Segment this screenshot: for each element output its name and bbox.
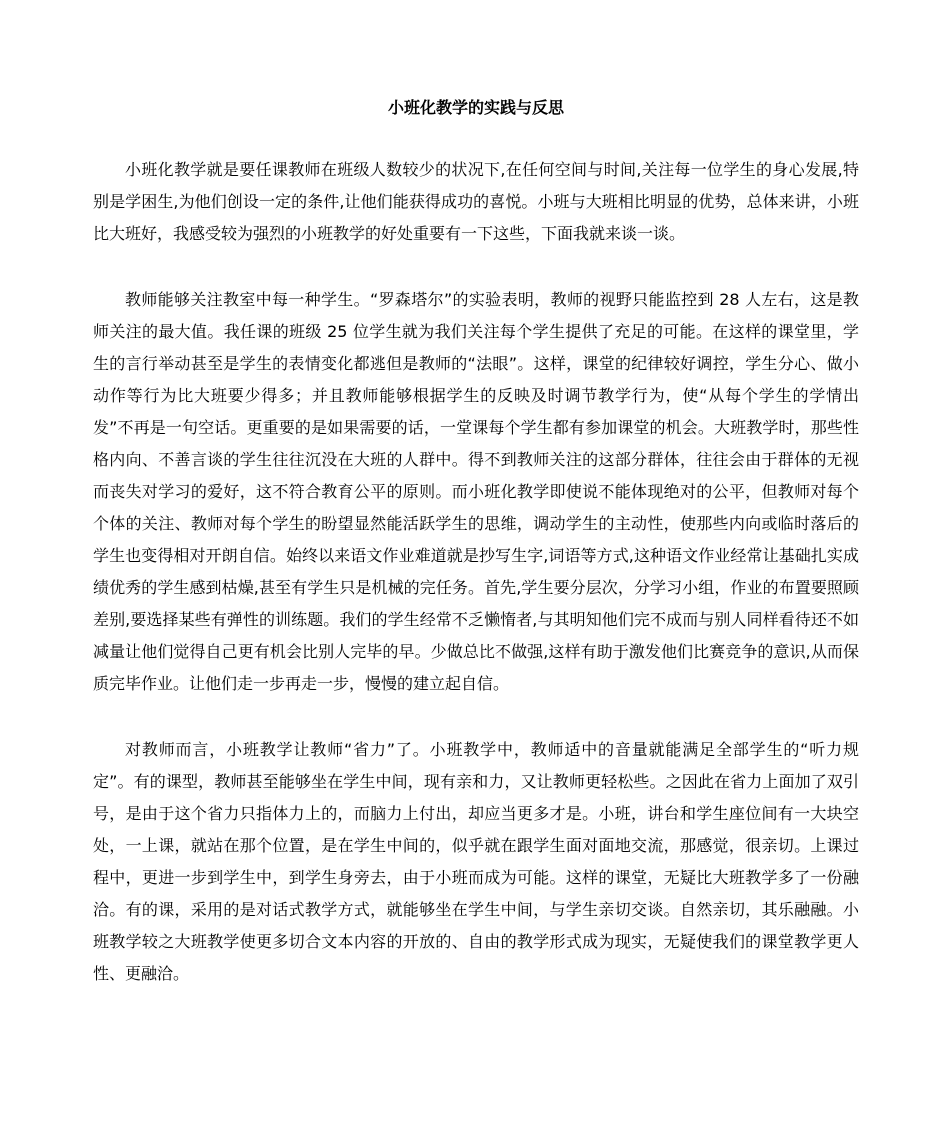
document-page bbox=[93, 0, 859, 990]
paragraph-intro: 小班化教学就是要任课教师在班级人数较少的状况下,在任何空间与时间,关注每一位学生的身心发展,特别是学困生,为他们创设一定的条件,让他们能获得成功的喜悦。小班与大班相比明显的优势，总体来讲，小班比大班好，我感受较为强烈的小班教学的好处重要有一下这些，下面我就来谈一谈。 bbox=[93, 160, 859, 243]
paragraph-attention: 教师能够关注教室中每一种学生。“罗森塔尔”的实验表明，教师的视野只能监控到 28 人左右，这是教师关注的最大值。我任课的班级 25 位学生就为我们关注每个学生提供了充足的可能。在这样的课堂里，学生的言行举动甚至是学生的表情变化都逃但是教师的“法眼”。这样，课堂的纪律较好调控，学生分心、做小动作等行为比大班要少得多；并且教师能够根据学生的反映及时调节教学行为，使“从每个学生的学情出发”不再是一句空话。更重要的是如果需要的话，一堂课每个学生都有参加课堂的机会。大班教学时，那些性格内向、不善言谈的学生往往沉没在大班的人群中。得不到教师关注的这部分群体，往往会由于群体的无视而丧失对学习的爱好，这不符合教育公平的原则。而小班化教学即使说不能体现绝对的公平，但教师对每个个体的关注、教师对每个学生的盼望显然能活跃学生的思维，调动学生的主动性，使那些内向或临时落后的学生也变得相对开朗自信。始终以来语文作业难道就是抄写生字,词语等方式,这种语文作业经常让基础扎实成绩优秀的学生感到枯燥,甚至有学生只是机械的完任务。首先,学生要分层次，分学习小组，作业的布置要照顾差别,要选择某些有弹性的训练题。我们的学生经常不乏懒惰者,与其明知他们完不成而与别人同样看待还不如减量让他们觉得自己更有机会比别人完毕的早。少做总比不做强,这样有助于激发他们比赛竞争的意识,从而保质完毕作业。让他们走一步再走一步，慢慢的建立起自信。 bbox=[93, 290, 859, 693]
paragraph-effort: 对教师而言，小班教学让教师“省力”了。小班教学中，教师适中的音量就能满足全部学生的“听力规定”。有的课型，教师甚至能够坐在学生中间，现有亲和力，又让教师更轻松些。之因此在省力上面加了双引号，是由于这个省力只指体力上的，而脑力上付出，却应当更多才是。小班，讲台和学生座位间有一大块空处，一上课，就站在那个位置，是在学生中间的，似乎就在跟学生面对面地交流，那感觉，很亲切。上课过程中，更进一步到学生中，到学生身旁去，由于小班而成为可能。这样的课堂，无疑比大班教学多了一份融洽。有的课，采用的是对话式教学方式，就能够坐在学生中间，与学生亲切交谈。自然亲切，其乐融融。小班教学较之大班教学使更多切合文本内容的开放的、自由的教学形式成为现实，无疑使我们的课堂教学更人性、更融洽。 bbox=[93, 740, 859, 983]
document-title: 小班化教学的实践与反思 bbox=[387, 98, 564, 117]
